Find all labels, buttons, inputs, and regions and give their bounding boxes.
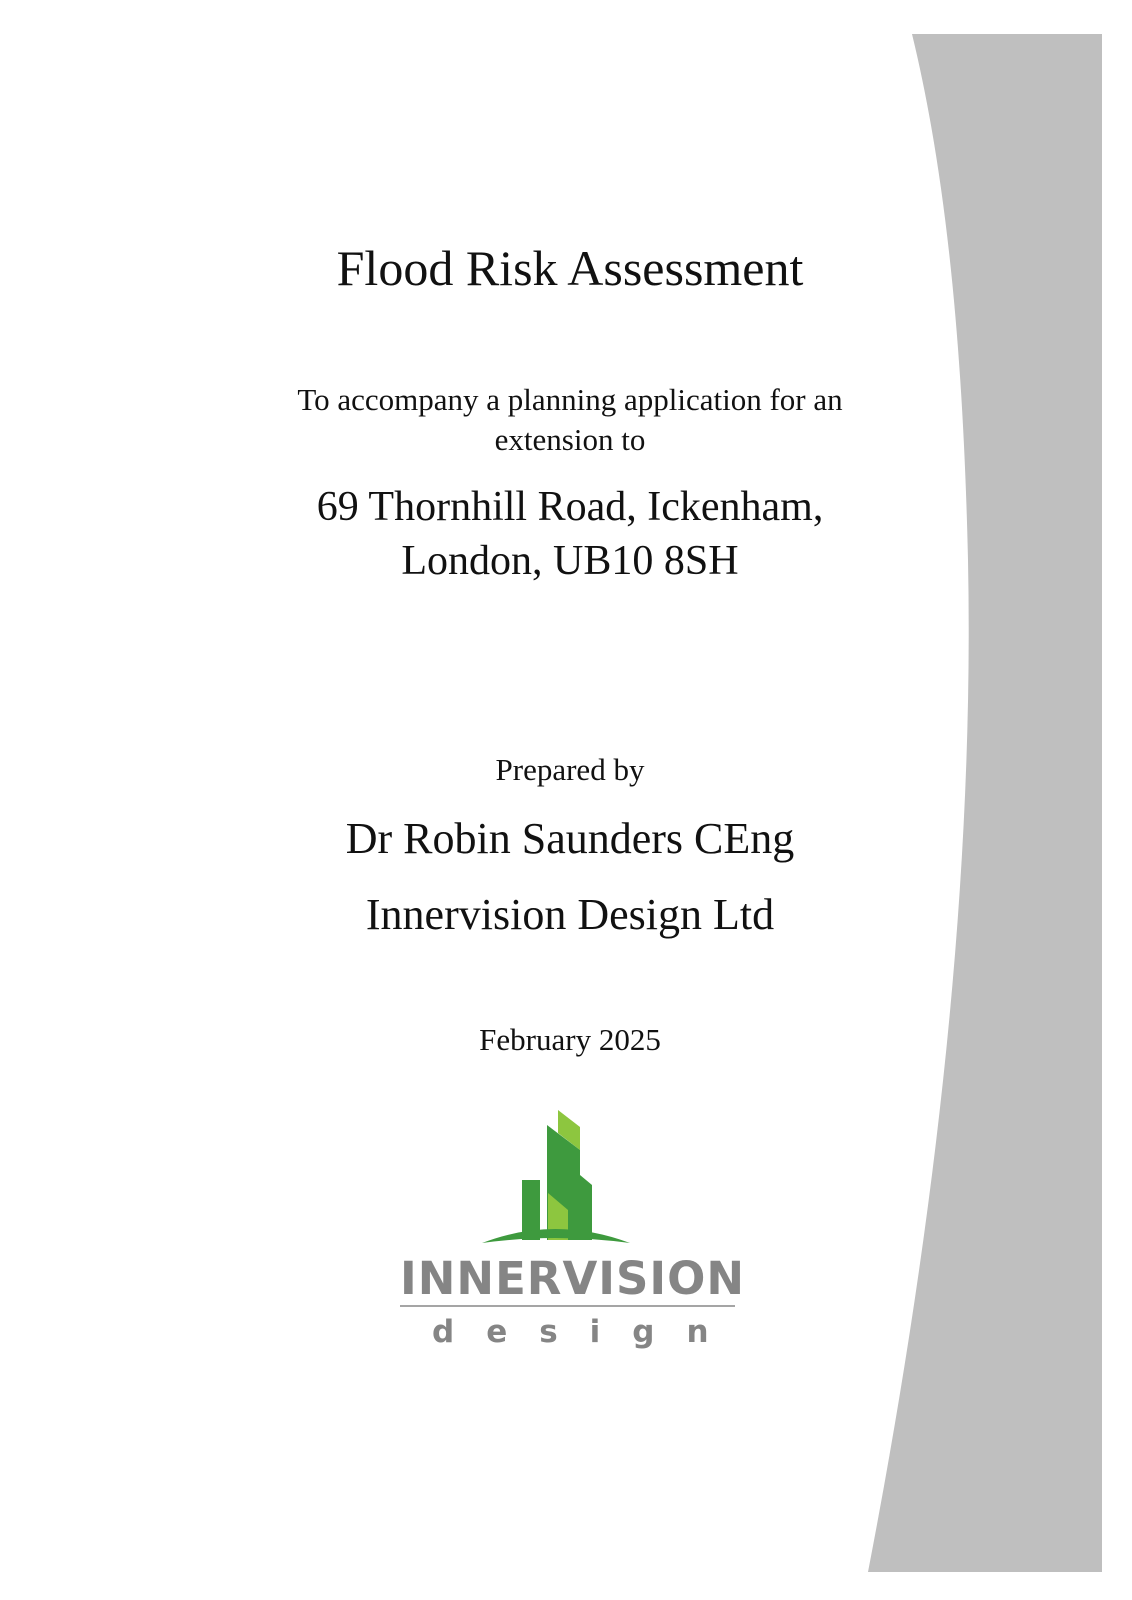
- address-line-2: London, UB10 8SH: [401, 538, 739, 584]
- subtitle-line-1: To accompany a planning application for an: [297, 382, 843, 417]
- prepared-by-label: Prepared by: [495, 752, 645, 787]
- logo-wordmark: INNERVISION: [400, 1252, 746, 1305]
- document-title: Flood Risk Assessment: [336, 240, 804, 296]
- logo-tagline: design: [432, 1314, 741, 1350]
- subtitle-line-2: extension to: [494, 422, 646, 457]
- logo-divider: [400, 1305, 735, 1307]
- site-address: [200, 480, 940, 588]
- address-line-1: 69 Thornhill Road, Ickenham,: [316, 484, 824, 530]
- document-subtitle: [200, 380, 940, 460]
- author-name: Dr Robin Saunders CEng: [345, 814, 795, 863]
- green-buildings-logo-icon: [390, 1105, 746, 1345]
- document-date: February 2025: [479, 1022, 661, 1057]
- company-name: Innervision Design Ltd: [365, 890, 775, 939]
